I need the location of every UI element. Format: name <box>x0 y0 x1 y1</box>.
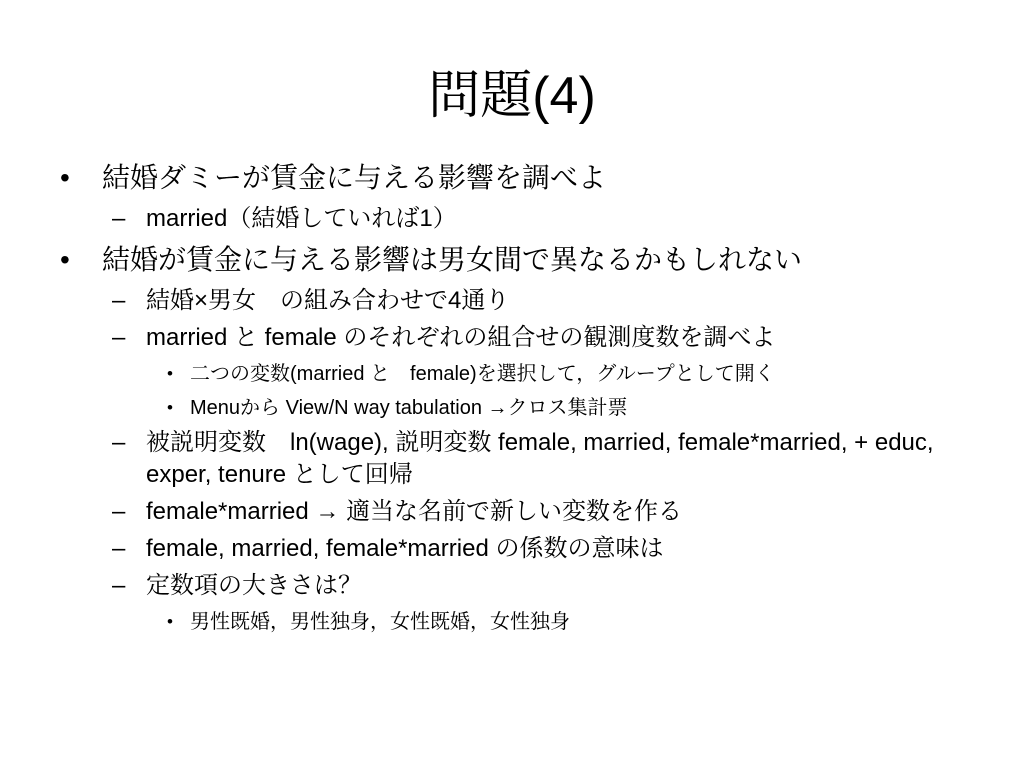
dash-marker: – <box>112 324 126 351</box>
bullet-text: married と female のそれぞれの組合せの観測度数を調べよ <box>146 324 776 351</box>
bullet-text: Menuから View/N way tabulation →クロス集計票 <box>190 397 628 419</box>
dash-marker: – <box>112 287 126 314</box>
bullet-text: 結婚×男女 の組み合わせで4通り <box>146 287 510 314</box>
bullet-text: 定数項の大きさは？ <box>146 572 362 599</box>
bullet-level3 <box>60 360 980 388</box>
bullet-marker: • <box>167 364 173 383</box>
dash-marker: – <box>112 498 126 525</box>
bullet-text: 被説明変数 ln(wage), 説明変数 female, married, female*married, + educ, exper, tenure として回帰 <box>146 429 934 488</box>
bullet-text: 二つの変数(married と female)を選択して，グループとして開く <box>190 363 775 385</box>
bullet-marker: • <box>60 162 70 193</box>
bullet-text: 男性既婚，男性独身，女性既婚，女性独身 <box>190 611 570 633</box>
bullet-level2 <box>60 203 980 235</box>
bullet-level2 <box>60 285 980 317</box>
bullet-level1 <box>60 158 980 198</box>
bullet-level2 <box>60 427 980 491</box>
bullet-text: 結婚ダミーが賃金に与える影響を調べよ <box>102 162 607 193</box>
bullet-level2 <box>60 322 980 354</box>
bullet-level3 <box>60 394 980 422</box>
dash-marker: – <box>112 535 126 562</box>
bullet-text: female*married → 適当な名前で新しい変数を作る <box>146 498 683 525</box>
slide-title: 問題(4) <box>428 67 596 125</box>
bullet-marker: • <box>167 398 173 417</box>
bullet-text: 結婚が賃金に与える影響は男女間で異なるかもしれない <box>102 244 803 275</box>
bullet-marker: • <box>60 244 70 275</box>
bullet-level2 <box>60 533 980 565</box>
bullet-text: female, married, female*married の係数の意味は <box>146 535 664 562</box>
bullet-level2 <box>60 496 980 528</box>
dash-marker: – <box>112 429 126 456</box>
slide-content <box>60 153 980 636</box>
bullet-level2 <box>60 570 980 602</box>
bullet-level1 <box>60 240 980 280</box>
dash-marker: – <box>112 205 126 232</box>
bullet-marker: • <box>167 612 173 631</box>
dash-marker: – <box>112 572 126 599</box>
bullet-level3 <box>60 608 980 636</box>
bullet-text: married（結婚していれば1） <box>146 205 457 232</box>
